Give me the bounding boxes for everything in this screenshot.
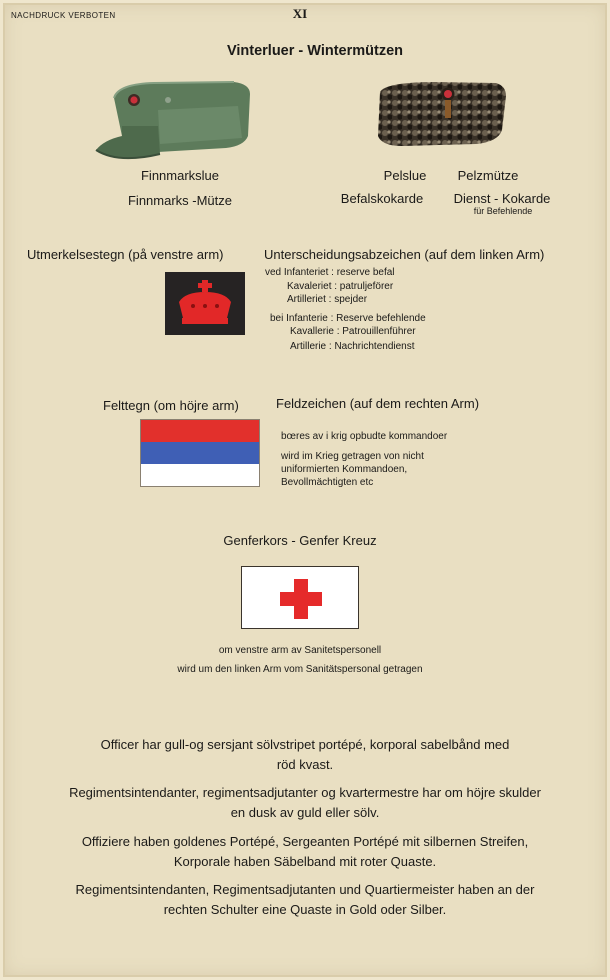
paragraph-1: [0, 735, 610, 775]
field-flag: [141, 420, 259, 486]
cross-line-de: wird um den linken Arm vom Sanitätspersonal getragen: [177, 664, 423, 675]
paragraph-4-line-1: Regimentsintendanten, Regimentsadjutanten und Quartiermeister haben an der: [75, 882, 535, 897]
flag-stripe-white: [141, 464, 259, 486]
armband-line-de-3: Artillerie : Nachrichtendienst: [290, 341, 415, 352]
paragraph-2: [0, 783, 610, 823]
armband-heading-de: Unterscheidungsabzeichen (auf dem linken Arm): [264, 247, 545, 262]
cross-heading: Genferkors - Genfer Kreuz: [223, 533, 377, 548]
crown-badge: [165, 272, 245, 335]
finnmark-cap-label-no: Finnmarkslue: [140, 168, 220, 183]
reprint-notice: NACHDRUCK VERBOTEN: [11, 11, 116, 20]
cockade-label-no: Befalskokarde: [340, 191, 424, 206]
paragraph-1-line-1: Officer har gull-og sersjant sölvstripet portépé, korporal sabelbånd med: [100, 737, 510, 752]
cockade-label-de: Dienst - Kokarde: [453, 191, 551, 206]
field-line-de-1: wird im Krieg getragen von nicht: [281, 451, 424, 462]
flag-stripe-red: [141, 420, 259, 442]
paragraph-1-line-2: röd kvast.: [276, 757, 334, 772]
fur-cap-label-de: Pelzmütze: [457, 168, 519, 183]
field-heading-de: Feldzeichen (auf dem rechten Arm): [276, 396, 480, 411]
paragraph-3-line-2: Korporale haben Säbelband mit roter Quaste.: [173, 854, 437, 869]
fur-cap-label-no: Pelslue: [383, 168, 427, 183]
finnmark-cap-label-de: Finnmarks -Mütze: [127, 193, 233, 208]
field-line-de-2: uniformierten Kommandoen,: [281, 464, 408, 475]
geneva-cross-armband: [241, 566, 359, 629]
finnmark-cap-illustration: [94, 80, 254, 162]
fur-cap-illustration: [372, 80, 508, 150]
flag-stripe-blue: [141, 442, 259, 464]
cross-horizontal: [280, 592, 322, 606]
cross-line-no: om venstre arm av Sanitetspersonell: [218, 645, 382, 656]
paragraph-2-line-2: en dusk av guld eller sölv.: [230, 805, 380, 820]
armband-line-no-2: Kavaleriet : patruljeförer: [287, 281, 394, 292]
paragraph-4-line-2: rechten Schulter eine Quaste in Gold oder Silber.: [163, 902, 447, 917]
paragraph-3-line-1: Offiziere haben goldenes Portépé, Sergeanten Portépé mit silbernen Streifen,: [81, 834, 529, 849]
field-line-de-3: Bevollmächtigten etc: [281, 477, 374, 488]
section-title-caps: Vinterluer - Wintermützen: [226, 43, 404, 59]
paragraph-2-line-1: Regimentsintendanter, regimentsadjutanter og kvartermestre har om höjre skulder: [69, 785, 541, 800]
cockade-label-de-sub: für Befehlende: [473, 206, 533, 216]
field-line-no: bœres av i krig opbudte kommandoer: [281, 431, 448, 442]
armband-line-de-1: bei Infanterie : Reserve befehlende: [270, 313, 426, 324]
field-heading-no: Felttegn (om höjre arm): [103, 398, 239, 413]
armband-line-no-3: Artilleriet : spejder: [287, 294, 368, 305]
paragraph-4: [0, 880, 610, 920]
paragraph-3: [0, 832, 610, 872]
armband-line-no-1: ved Infanteriet : reserve befal: [265, 267, 395, 278]
armband-line-de-2: Kavallerie : Patrouillenführer: [290, 326, 416, 337]
page-number: XI: [292, 6, 308, 21]
armband-heading-no: Utmerkelsestegn (på venstre arm): [27, 247, 224, 262]
